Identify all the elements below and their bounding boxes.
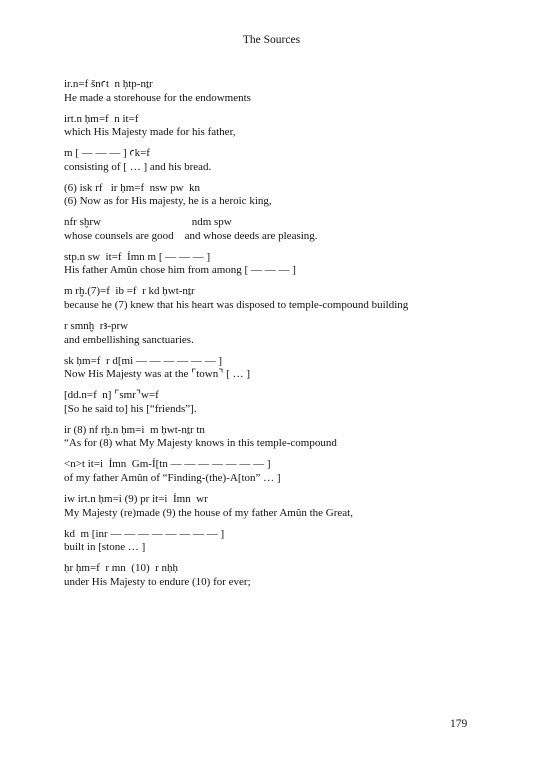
translation-line: and embellishing sanctuaries. — [64, 333, 194, 346]
text-block-3 — [64, 147, 504, 174]
transliteration-line: [dd.n=f n] ⌜smr⌝w=f — [64, 389, 159, 402]
translation-line: which His Majesty made for his father, — [64, 126, 236, 139]
translation-line: “As for (8) what My Majesty knows in this temple-compound — [64, 437, 337, 450]
translation-line: under His Majesty to endure (10) for ever; — [64, 575, 251, 588]
translation-line: [So he said to] his [“friends”]. — [64, 402, 197, 415]
text-block-11 — [64, 424, 504, 451]
transliteration-line: r smnḫ rꜣ-prw — [64, 320, 129, 333]
text-block-4 — [64, 182, 504, 209]
transliteration-line: kd m [inr — — — — — — — — ] — [64, 527, 225, 540]
text-block-15 — [64, 562, 504, 589]
text-block-13 — [64, 493, 504, 520]
text-block-1 — [64, 78, 504, 105]
transliteration-line: ir.n=f šnꜥt n ḥtp-nṯr — [64, 78, 153, 90]
transliteration-line: m rḫ.(7)=f ib =f r kd ḥwt-nṯr — [64, 285, 195, 298]
translation-line: because he (7) knew that his heart was disposed to temple-compound building — [64, 299, 409, 312]
transliteration-line: irt.n ḥm=f n it=f — [64, 112, 139, 125]
translation-line: whose counsels are good and whose deeds are pleasing. — [64, 229, 318, 242]
transliteration-line: sk ḥm=f r d[mi — — — — — — ] — [64, 354, 223, 367]
body-text — [64, 78, 504, 597]
running-head: The Sources — [242, 34, 301, 46]
translation-line: His father Amûn chose him from among [ — — — ] — [64, 264, 296, 277]
transliteration-line: (6) isk rf ir ḥm=f nsw pw kn — [64, 181, 201, 194]
text-block-2 — [64, 113, 504, 140]
translation-line: He made a storehouse for the endowments — [64, 91, 251, 104]
text-block-5 — [64, 216, 504, 243]
text-block-12 — [64, 458, 504, 485]
transliteration-line: nfr sḫrw ndm spw — [64, 216, 232, 229]
page-number: 179 — [450, 718, 468, 730]
translation-line: My Majesty (re)made (9) the house of my father Amûn the Great, — [64, 506, 353, 519]
text-block-14 — [64, 528, 504, 555]
text-block-8 — [64, 320, 504, 347]
translation-line: of my father Amûn of “Finding-(the)-A[ton” … ] — [64, 471, 281, 484]
text-block-9 — [64, 355, 504, 382]
transliteration-line: m [ — — — ] ꜥk=f — [64, 147, 150, 160]
translation-line: built in [stone … ] — [64, 541, 146, 554]
text-block-10 — [64, 389, 504, 416]
translation-line: consisting of [ … ] and his bread. — [64, 160, 212, 173]
transliteration-line: <n>t it=i Ỉmn Gm-Ỉ[tn — — — — — — — ] — [64, 458, 271, 471]
translation-line: (6) Now as for His majesty, he is a heroic king, — [64, 195, 272, 208]
text-block-7 — [64, 285, 504, 312]
transliteration-line: ḥr ḥm=f r mn (10) r nḥḥ — [64, 562, 179, 575]
transliteration-line: stp.n sw it=f Ỉmn m [ — — — ] — [64, 250, 211, 263]
text-block-6 — [64, 251, 504, 278]
translation-line: Now His Majesty was at the ⌜town⌝ [ … ] — [64, 368, 250, 381]
transliteration-line: ir (8) nf rḫ.n ḥm=i m ḥwt-nṯr tn — [64, 423, 205, 436]
transliteration-line: iw irt.n ḥm=i (9) pr it=i Ỉmn wr — [64, 492, 208, 505]
